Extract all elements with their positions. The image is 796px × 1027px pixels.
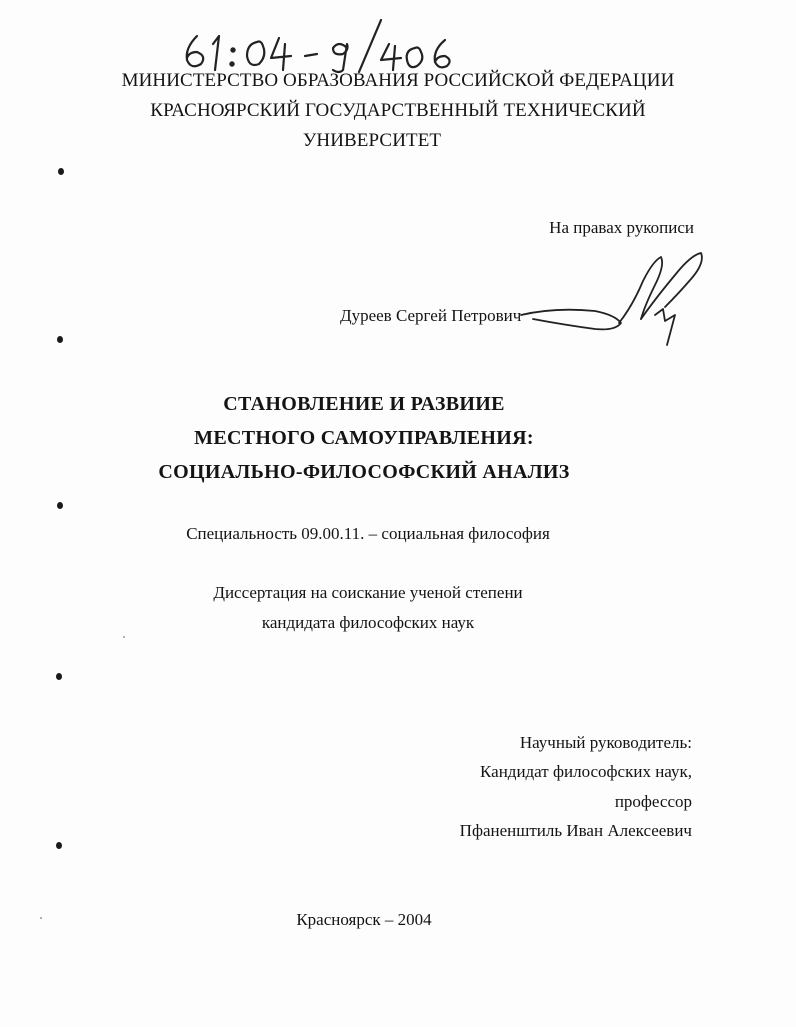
binding-hole-mark <box>58 168 64 175</box>
supervisor-rank: профессор <box>614 792 692 811</box>
supervisor-label: Научный руководитель: <box>519 733 692 752</box>
handwritten-archive-code <box>175 14 475 74</box>
university-name-line2: УНИВЕРСИТЕТ <box>302 130 442 151</box>
city-year: Красноярск – 2004 <box>296 910 432 929</box>
binding-hole-mark <box>56 673 62 680</box>
manuscript-rights-label: На правах рукописи <box>549 218 694 237</box>
thesis-title-line3: СОЦИАЛЬНО-ФИЛОСОФСКИЙ АНАЛИЗ <box>158 461 570 483</box>
supervisor-name: Пфаненштиль Иван Алексеевич <box>459 821 692 840</box>
supervisor-degree: Кандидат философских наук, <box>480 762 692 781</box>
dissertation-degree-line2: кандидата философских наук <box>261 613 475 632</box>
scan-speck <box>123 636 125 638</box>
handwritten-signature <box>515 245 715 355</box>
binding-hole-mark <box>57 502 63 509</box>
scan-speck <box>40 917 42 919</box>
author-name: Дуреев Сергей Петрович <box>340 306 522 325</box>
dissertation-degree-line1: Диссертация на соискание ученой степени <box>213 583 523 602</box>
binding-hole-mark <box>56 842 62 849</box>
thesis-title-line1: СТАНОВЛЕНИЕ И РАЗВИИЕ <box>223 393 505 415</box>
specialty: Специальность 09.00.11. – социальная философия <box>186 524 550 543</box>
binding-hole-mark <box>57 336 63 343</box>
ministry-name: МИНИСТЕРСТВО ОБРАЗОВАНИЯ РОССИЙСКОЙ ФЕДЕРАЦИИ <box>121 70 675 91</box>
thesis-title-line2: МЕСТНОГО САМОУПРАВЛЕНИЯ: <box>194 427 534 449</box>
university-name-line1: КРАСНОЯРСКИЙ ГОСУДАРСТВЕННЫЙ ТЕХНИЧЕСКИЙ <box>150 100 646 121</box>
